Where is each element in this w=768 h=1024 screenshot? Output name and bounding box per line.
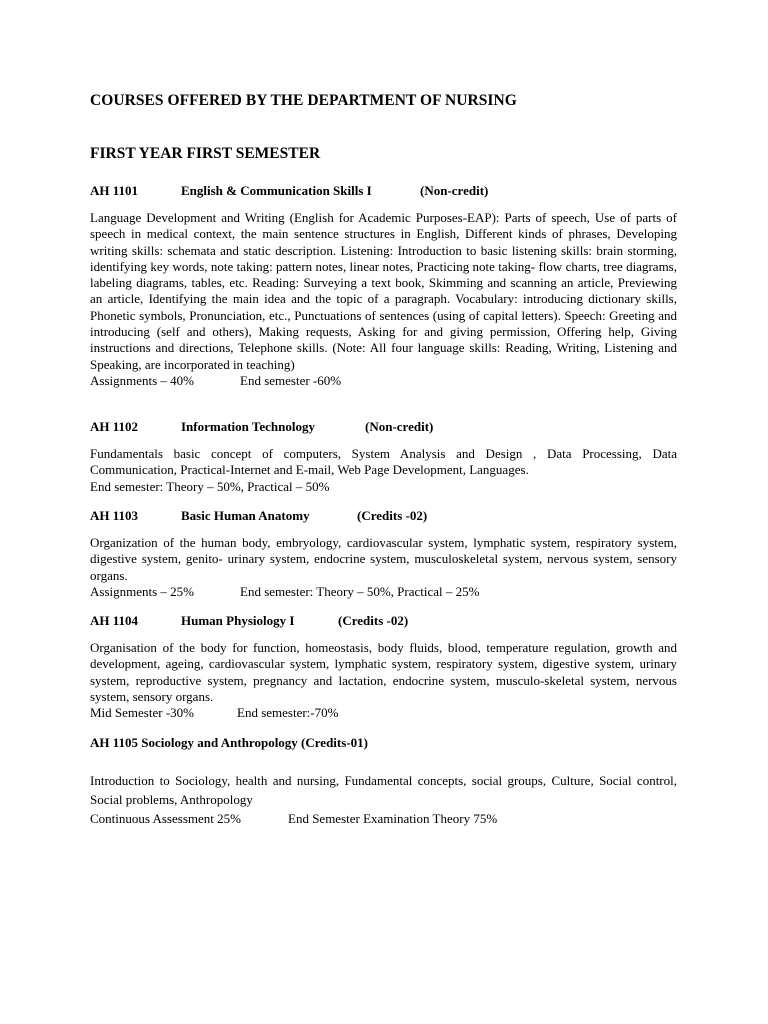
assessment-b: End semester -60% (240, 372, 342, 388)
assessment-a: Assignments – 40% (90, 372, 194, 388)
course-name: English & Communication Skills I (181, 183, 372, 198)
course-code: AH 1103 (90, 508, 139, 523)
assessment-line (90, 584, 677, 600)
course-description-ah1105 (90, 771, 677, 828)
assessment-a: Continuous Assessment 25% (90, 811, 241, 826)
course-code: AH 1102 (90, 419, 139, 434)
description-text: Fundamentals basic concept of computers, System Analysis and Design , Data Processing, Data Communication, Practical-Internet and E-mail, Web Page Development, Languages. (90, 446, 677, 478)
assessment-line (90, 373, 677, 389)
description-text: Introduction to Sociology, health and nursing, Fundamental concepts, social groups, Culture, Social control, Social problems, Anthropology (90, 773, 677, 807)
course-name: Information Technology (181, 419, 315, 434)
assessment-a: Assignments – 25% (90, 583, 194, 599)
course-code: AH 1104 (90, 613, 139, 628)
assessment-line (90, 479, 677, 495)
course-heading-text: AH 1105 Sociology and Anthropology (Credits-01) (90, 735, 368, 750)
course-name: Basic Human Anatomy (181, 508, 310, 523)
assessment-b: End Semester Examination Theory 75% (288, 811, 498, 826)
course-code: AH 1101 (90, 183, 139, 198)
description-text: Language Development and Writing (English for Academic Purposes-EAP): Parts of speech, Use of parts of speech in medical context, the main sentence structures in English, Different kinds of phrases, Developing writing skills: schemata and static description. Listening: Introduction to basic listening skills: brain storming, identifying key words, note taking: pattern notes, linear notes, Practicing note taking- flow charts, tree diagrams, labeling diagrams, tables, etc. Reading: Surveying a text book, Skimming and scanning an article, Previewing an article, Identifying the main idea and the topic of a paragraph. Vocabulary: introducing dictionary skills, Phonetic symbols, Pronunciation, etc., Punctuations of sentences (using of capital letters). Speech: Greeting and introducing (self and others), Making requests, Asking for and giving permission, Offering help, Giving instructions and directions, Telephone skills. (Note: All four language skills: Reading, Writing, Listening and Speaking, are incorporated in teaching) (90, 210, 677, 372)
course-description-ah1104 (90, 640, 677, 721)
assessment-line (90, 809, 677, 828)
course-credit: (Non-credit) (365, 419, 434, 434)
course-name: Human Physiology I (181, 613, 295, 628)
course-description-ah1102 (90, 446, 677, 495)
semester-heading: FIRST YEAR FIRST SEMESTER (90, 145, 321, 162)
description-text: Organization of the human body, embryology, cardiovascular system, lymphatic system, respiratory system, digestive system, genito- urinary system, endocrine system, musculoskeletal system, nervous system, sensory organs. (90, 535, 677, 583)
assessment-a: End semester: Theory – 50%, Practical – 50% (90, 478, 330, 494)
course-credit: (Credits -02) (357, 508, 428, 523)
assessment-a: Mid Semester -30% (90, 705, 194, 721)
assessment-line (90, 705, 677, 721)
course-description-ah1101 (90, 210, 677, 389)
course-description-ah1103 (90, 535, 677, 600)
course-credit: (Credits -02) (338, 613, 409, 628)
course-credit: (Non-credit) (420, 183, 489, 198)
document-title: COURSES OFFERED BY THE DEPARTMENT OF NURSING (90, 92, 517, 109)
assessment-b: End semester:-70% (237, 705, 339, 721)
description-text: Organisation of the body for function, homeostasis, body fluids, blood, temperature regulation, growth and development, ageing, cardiovascular system, lymphatic system, respiratory system, digestive system, urinary system, reproductive system, pregnancy and lactation, endocrine system, musculo-skeletal system, nervous system, sensory organs. (90, 640, 677, 704)
assessment-b: End semester: Theory – 50%, Practical – 25% (240, 583, 480, 599)
